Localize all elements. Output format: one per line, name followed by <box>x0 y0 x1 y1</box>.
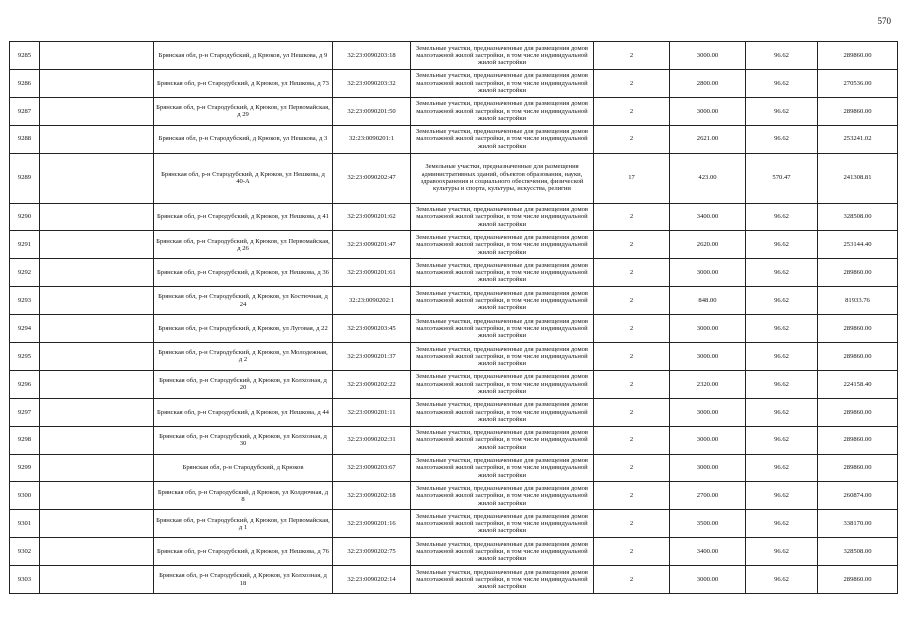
area-cell: 3000.00 <box>670 97 746 125</box>
land-use-cell: Земельные участки, предназначенные для размещения административных зданий, объектов образования, науки, здравоохранения и социального обеспечения, физической культуры и спорта, культуры, искусства, религии <box>411 153 594 203</box>
cadastral-number-cell: 32:23:0090201:47 <box>333 231 411 259</box>
blank-cell <box>40 42 154 70</box>
land-use-cell: Земельные участки, предназначенные для размещения домов малоэтажной жилой застройки, в том числе индивидуальной жилой застройки <box>411 454 594 482</box>
land-use-cell: Земельные участки, предназначенные для размещения домов малоэтажной жилой застройки, в том числе индивидуальной жилой застройки <box>411 315 594 343</box>
specific-value-cell: 96.62 <box>746 454 818 482</box>
table-row <box>10 42 898 70</box>
address-cell: Брянская обл, р-н Стародубский, д Крюков, ул Колхозная, д 30 <box>154 426 333 454</box>
land-use-cell: Земельные участки, предназначенные для размещения домов малоэтажной жилой застройки, в том числе индивидуальной жилой застройки <box>411 398 594 426</box>
area-cell: 2620.00 <box>670 231 746 259</box>
blank-cell <box>40 287 154 315</box>
area-cell: 2320.00 <box>670 370 746 398</box>
cadastral-value-cell: 81933.76 <box>818 287 898 315</box>
area-cell: 3000.00 <box>670 315 746 343</box>
table-row <box>10 454 898 482</box>
specific-value-cell: 96.62 <box>746 426 818 454</box>
area-cell: 3400.00 <box>670 203 746 231</box>
address-cell: Брянская обл, р-н Стародубский, д Крюков, ул Нешкова, д 73 <box>154 69 333 97</box>
blank-cell <box>40 125 154 153</box>
specific-value-cell: 96.62 <box>746 398 818 426</box>
blank-cell <box>40 153 154 203</box>
group-number-cell: 2 <box>594 482 670 510</box>
row-number-cell: 9290 <box>10 203 40 231</box>
land-use-cell: Земельные участки, предназначенные для размещения домов малоэтажной жилой застройки, в том числе индивидуальной жилой застройки <box>411 426 594 454</box>
specific-value-cell: 96.62 <box>746 538 818 566</box>
cadastral-value-cell: 289860.00 <box>818 343 898 371</box>
group-number-cell: 2 <box>594 510 670 538</box>
row-number-cell: 9285 <box>10 42 40 70</box>
land-use-cell: Земельные участки, предназначенные для размещения домов малоэтажной жилой застройки, в том числе индивидуальной жилой застройки <box>411 482 594 510</box>
address-cell: Брянская обл, р-н Стародубский, д Крюков, ул Нешкова, д 41 <box>154 203 333 231</box>
blank-cell <box>40 398 154 426</box>
land-use-cell: Земельные участки, предназначенные для размещения домов малоэтажной жилой застройки, в том числе индивидуальной жилой застройки <box>411 370 594 398</box>
specific-value-cell: 96.62 <box>746 231 818 259</box>
specific-value-cell: 96.62 <box>746 259 818 287</box>
specific-value-cell: 96.62 <box>746 370 818 398</box>
cadastral-number-cell: 32:23:0090203:32 <box>333 69 411 97</box>
area-cell: 3000.00 <box>670 343 746 371</box>
cadastral-value-cell: 328508.00 <box>818 538 898 566</box>
row-number-cell: 9292 <box>10 259 40 287</box>
row-number-cell: 9295 <box>10 343 40 371</box>
row-number-cell: 9300 <box>10 482 40 510</box>
cadastral-value-cell: 260874.00 <box>818 482 898 510</box>
cadastral-value-cell: 289860.00 <box>818 398 898 426</box>
area-cell: 3000.00 <box>670 398 746 426</box>
land-use-cell: Земельные участки, предназначенные для размещения домов малоэтажной жилой застройки, в том числе индивидуальной жилой застройки <box>411 510 594 538</box>
group-number-cell: 2 <box>594 454 670 482</box>
table-row <box>10 343 898 371</box>
cadastral-value-cell: 253241.02 <box>818 125 898 153</box>
address-cell: Брянская обл, р-н Стародубский, д Крюков, ул Нешкова, д 36 <box>154 259 333 287</box>
address-cell: Брянская обл, р-н Стародубский, д Крюков, ул Нешкова, д 3 <box>154 125 333 153</box>
table-row <box>10 510 898 538</box>
group-number-cell: 2 <box>594 398 670 426</box>
blank-cell <box>40 566 154 594</box>
address-cell: Брянская обл, р-н Стародубский, д Крюков, ул Колхозная, д 18 <box>154 566 333 594</box>
address-cell: Брянская обл, р-н Стародубский, д Крюков, ул Колхозная, д 20 <box>154 370 333 398</box>
row-number-cell: 9298 <box>10 426 40 454</box>
land-use-cell: Земельные участки, предназначенные для размещения домов малоэтажной жилой застройки, в том числе индивидуальной жилой застройки <box>411 538 594 566</box>
group-number-cell: 2 <box>594 42 670 70</box>
blank-cell <box>40 510 154 538</box>
area-cell: 3400.00 <box>670 538 746 566</box>
land-use-cell: Земельные участки, предназначенные для размещения домов малоэтажной жилой застройки, в том числе индивидуальной жилой застройки <box>411 125 594 153</box>
cadastral-value-cell: 289860.00 <box>818 315 898 343</box>
blank-cell <box>40 231 154 259</box>
cadastral-value-cell: 270536.00 <box>818 69 898 97</box>
cadastral-value-cell: 224158.40 <box>818 370 898 398</box>
group-number-cell: 2 <box>594 125 670 153</box>
cadastral-value-cell: 253144.40 <box>818 231 898 259</box>
table-row <box>10 370 898 398</box>
land-use-cell: Земельные участки, предназначенные для размещения домов малоэтажной жилой застройки, в том числе индивидуальной жилой застройки <box>411 343 594 371</box>
cadastral-number-cell: 32:23:0090202:14 <box>333 566 411 594</box>
blank-cell <box>40 259 154 287</box>
land-use-cell: Земельные участки, предназначенные для размещения домов малоэтажной жилой застройки, в том числе индивидуальной жилой застройки <box>411 97 594 125</box>
cadastral-number-cell: 32:23:0090203:67 <box>333 454 411 482</box>
blank-cell <box>40 203 154 231</box>
area-cell: 3000.00 <box>670 42 746 70</box>
blank-cell <box>40 538 154 566</box>
blank-cell <box>40 315 154 343</box>
address-cell: Брянская обл, р-н Стародубский, д Крюков, ул Луговая, д 22 <box>154 315 333 343</box>
cadastral-number-cell: 32:23:0090202:75 <box>333 538 411 566</box>
cadastral-value-cell: 289860.00 <box>818 42 898 70</box>
group-number-cell: 2 <box>594 343 670 371</box>
specific-value-cell: 96.62 <box>746 482 818 510</box>
row-number-cell: 9299 <box>10 454 40 482</box>
group-number-cell: 2 <box>594 287 670 315</box>
table-row <box>10 538 898 566</box>
area-cell: 423.00 <box>670 153 746 203</box>
table-row <box>10 426 898 454</box>
blank-cell <box>40 370 154 398</box>
row-number-cell: 9303 <box>10 566 40 594</box>
land-use-cell: Земельные участки, предназначенные для размещения домов малоэтажной жилой застройки, в том числе индивидуальной жилой застройки <box>411 231 594 259</box>
group-number-cell: 2 <box>594 315 670 343</box>
row-number-cell: 9287 <box>10 97 40 125</box>
table-row <box>10 69 898 97</box>
cadastral-value-table <box>9 41 898 594</box>
specific-value-cell: 96.62 <box>746 566 818 594</box>
address-cell: Брянская обл, р-н Стародубский, д Крюков, ул Колдючная, д 8 <box>154 482 333 510</box>
area-cell: 3500.00 <box>670 510 746 538</box>
area-cell: 848.00 <box>670 287 746 315</box>
area-cell: 3000.00 <box>670 259 746 287</box>
group-number-cell: 2 <box>594 370 670 398</box>
land-use-cell: Земельные участки, предназначенные для размещения домов малоэтажной жилой застройки, в том числе индивидуальной жилой застройки <box>411 203 594 231</box>
land-use-cell: Земельные участки, предназначенные для размещения домов малоэтажной жилой застройки, в том числе индивидуальной жилой застройки <box>411 42 594 70</box>
specific-value-cell: 96.62 <box>746 69 818 97</box>
row-number-cell: 9297 <box>10 398 40 426</box>
table-row <box>10 315 898 343</box>
specific-value-cell: 96.62 <box>746 287 818 315</box>
address-cell: Брянская обл, р-н Стародубский, д Крюков, ул Нешкова, д 44 <box>154 398 333 426</box>
cadastral-number-cell: 32:23:0090202:18 <box>333 482 411 510</box>
cadastral-number-cell: 32:23:0090201:16 <box>333 510 411 538</box>
cadastral-number-cell: 32:23:0090202:1 <box>333 287 411 315</box>
specific-value-cell: 96.62 <box>746 42 818 70</box>
group-number-cell: 2 <box>594 97 670 125</box>
blank-cell <box>40 426 154 454</box>
table-row <box>10 97 898 125</box>
cadastral-number-cell: 32:23:0090203:18 <box>333 42 411 70</box>
land-use-cell: Земельные участки, предназначенные для размещения домов малоэтажной жилой застройки, в том числе индивидуальной жилой застройки <box>411 566 594 594</box>
blank-cell <box>40 69 154 97</box>
row-number-cell: 9301 <box>10 510 40 538</box>
group-number-cell: 2 <box>594 203 670 231</box>
cadastral-value-cell: 289860.00 <box>818 97 898 125</box>
address-cell: Брянская обл, р-н Стародубский, д Крюков, ул Нешкова, д 40-А <box>154 153 333 203</box>
address-cell: Брянская обл, р-н Стародубский, д Крюков, ул Нешкова, д 76 <box>154 538 333 566</box>
blank-cell <box>40 482 154 510</box>
table-row <box>10 203 898 231</box>
table-row <box>10 153 898 203</box>
address-cell: Брянская обл, р-н Стародубский, д Крюков, ул Первомайская, д 29 <box>154 97 333 125</box>
row-number-cell: 9294 <box>10 315 40 343</box>
group-number-cell: 2 <box>594 538 670 566</box>
address-cell: Брянская обл, р-н Стародубский, д Крюков, ул Первомайская, д 1 <box>154 510 333 538</box>
cadastral-value-cell: 289860.00 <box>818 259 898 287</box>
group-number-cell: 17 <box>594 153 670 203</box>
cadastral-value-cell: 241308.81 <box>818 153 898 203</box>
row-number-cell: 9293 <box>10 287 40 315</box>
row-number-cell: 9288 <box>10 125 40 153</box>
cadastral-number-cell: 32:23:0090201:1 <box>333 125 411 153</box>
address-cell: Брянская обл, р-н Стародубский, д Крюков <box>154 454 333 482</box>
group-number-cell: 2 <box>594 69 670 97</box>
specific-value-cell: 96.62 <box>746 97 818 125</box>
area-cell: 3000.00 <box>670 426 746 454</box>
cadastral-value-cell: 328508.00 <box>818 203 898 231</box>
cadastral-number-cell: 32:23:0090201:37 <box>333 343 411 371</box>
specific-value-cell: 96.62 <box>746 510 818 538</box>
cadastral-number-cell: 32:23:0090201:62 <box>333 203 411 231</box>
cadastral-number-cell: 32:23:0090202:31 <box>333 426 411 454</box>
cadastral-number-cell: 32:23:0090202:47 <box>333 153 411 203</box>
blank-cell <box>40 454 154 482</box>
specific-value-cell: 96.62 <box>746 125 818 153</box>
area-cell: 2800.00 <box>670 69 746 97</box>
table-row <box>10 287 898 315</box>
specific-value-cell: 96.62 <box>746 203 818 231</box>
cadastral-value-cell: 289860.00 <box>818 454 898 482</box>
group-number-cell: 2 <box>594 566 670 594</box>
table-row <box>10 125 898 153</box>
table-row <box>10 566 898 594</box>
group-number-cell: 2 <box>594 259 670 287</box>
cadastral-value-cell: 289860.00 <box>818 426 898 454</box>
area-cell: 3000.00 <box>670 566 746 594</box>
land-use-cell: Земельные участки, предназначенные для размещения домов малоэтажной жилой застройки, в том числе индивидуальной жилой застройки <box>411 287 594 315</box>
group-number-cell: 2 <box>594 426 670 454</box>
blank-cell <box>40 343 154 371</box>
specific-value-cell: 570.47 <box>746 153 818 203</box>
area-cell: 2700.00 <box>670 482 746 510</box>
table-row <box>10 259 898 287</box>
row-number-cell: 9286 <box>10 69 40 97</box>
table-row <box>10 398 898 426</box>
row-number-cell: 9302 <box>10 538 40 566</box>
area-cell: 2621.00 <box>670 125 746 153</box>
land-use-cell: Земельные участки, предназначенные для размещения домов малоэтажной жилой застройки, в том числе индивидуальной жилой застройки <box>411 69 594 97</box>
table-row <box>10 231 898 259</box>
address-cell: Брянская обл, р-н Стародубский, д Крюков, ул Первомайская, д 26 <box>154 231 333 259</box>
cadastral-value-cell: 338170.00 <box>818 510 898 538</box>
area-cell: 3000.00 <box>670 454 746 482</box>
blank-cell <box>40 97 154 125</box>
group-number-cell: 2 <box>594 231 670 259</box>
specific-value-cell: 96.62 <box>746 343 818 371</box>
row-number-cell: 9289 <box>10 153 40 203</box>
land-use-cell: Земельные участки, предназначенные для размещения домов малоэтажной жилой застройки, в том числе индивидуальной жилой застройки <box>411 259 594 287</box>
cadastral-number-cell: 32:23:0090202:22 <box>333 370 411 398</box>
address-cell: Брянская обл, р-н Стародубский, д Крюков, ул Костючная, д 24 <box>154 287 333 315</box>
address-cell: Брянская обл, р-н Стародубский, д Крюков, ул Нешкова, д 9 <box>154 42 333 70</box>
address-cell: Брянская обл, р-н Стародубский, д Крюков, ул Молодежная, д 2 <box>154 343 333 371</box>
specific-value-cell: 96.62 <box>746 315 818 343</box>
cadastral-number-cell: 32:23:0090201:11 <box>333 398 411 426</box>
cadastral-value-cell: 289860.00 <box>818 566 898 594</box>
table-row <box>10 482 898 510</box>
cadastral-number-cell: 32:23:0090203:45 <box>333 315 411 343</box>
row-number-cell: 9296 <box>10 370 40 398</box>
cadastral-number-cell: 32:23:0090201:61 <box>333 259 411 287</box>
page-number: 570 <box>877 16 891 26</box>
row-number-cell: 9291 <box>10 231 40 259</box>
cadastral-number-cell: 32:23:0090201:50 <box>333 97 411 125</box>
